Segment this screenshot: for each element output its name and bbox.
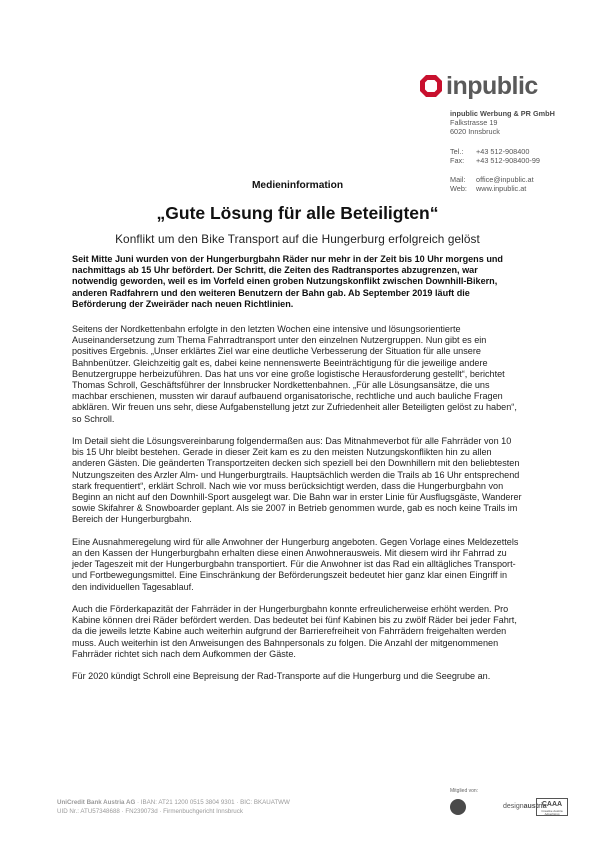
body-paragraph: Eine Ausnahmeregelung wird für alle Anwohner der Hungerburg angeboten. Gegen Vorlage eines Meldezettels an den Kassen der Hungerburgbahn erhalten diese einen Anwohnerausweis. Mit diesem wird ihr Fahrrad zu jeder Tageszeit mit der Hungerburgbahn transportiert. Für die Anwohner ist das Rad ein alltägliches Transport- und Fortbewegungsmittel. Eine Einschränkung der Beförderungszeit bedeutet hier ganz klar einen Eingriff in den individuellen Tagesablauf. [72, 536, 519, 592]
fax-row [450, 156, 555, 165]
designaustria-prefix: design [503, 803, 524, 810]
document-type: Medieninformation [251, 180, 344, 191]
subheadline: Konflikt um den Bike Transport auf die Hungerburg erfolgreich gelöst [115, 232, 480, 246]
body-text [72, 324, 524, 694]
web-link[interactable]: www.inpublic.at [476, 184, 527, 194]
brand-name: inpublic [446, 72, 538, 100]
caaa-text: CAAA [541, 801, 563, 808]
headline: „Gute Lösung für alle Beteiligten“ [156, 203, 439, 223]
body-paragraph: Auch die Förderkapazität der Fahrräder in der Hungerburgbahn konnte erfreulicherweise erhöht werden. Pro Kabine können drei Räder befördert werden. Das bedeutet bei fünf Kabinen bis zu zwölf Räder bei jeder Fahrt, da die jeweils letzte Kabine auch weiterhin aufgrund der Barrierefreiheit von Fahrrädern freigehalten werden muss. Auch weiterhin ist den Anweisungen des Bahnpersonals zu folgen. Die Anzahl der mitgenommenen Fahrräder richtet sich nach dem Aufkommen der Gäste. [72, 604, 517, 659]
association-seal-icon [450, 799, 466, 815]
tel-value: +43 512-908400 [476, 146, 530, 156]
caaa-subtext: Creative Austria Advertising [541, 809, 563, 816]
body-paragraph: Seitens der Nordkettenbahn erfolgte in den letzten Wochen eine intensive und lösungsorientierte Auseinandersetzung zum Thema Fahrradtransport unter den einzelnen Nutzergruppen. Nun gibt es ein positives Ergebnis. „Unser erklärtes Ziel war eine deutliche Verbesserung der Situation für alle unsere Bahnbenützer. Gleichzeitig galt es, dabei keine nennenswerte Beeinträchtigung für die jeweilige andere Benutzergruppe herbeizuführen. Das hat uns vor eine große logistische Herausforderung gestellt“, berichtet Thomas Schroll, Geschäftsführer der Innsbrucker Nordkettenbahnen. „Für alle Lösungsansätze, die uns machbar erschienen, mussten wir darauf aufbauend organisatorische, rechtliche und auch bauliche Fragen abklären. Wir freuen uns sehr, diese Aufgabenstellung jetzt zur Zufriedenheit aller Beteiligten gelöst zu haben“, so Schroll. [72, 324, 517, 424]
city: 6020 Innsbruck [450, 127, 500, 137]
bank-name: UniCredit Bank Austria AG [57, 799, 136, 806]
mail-label: Mail: [450, 175, 466, 185]
tel-label: Tel.: [450, 146, 464, 156]
inpublic-logo-icon [419, 74, 443, 98]
fax-label: Fax: [450, 155, 465, 165]
footer [57, 799, 290, 817]
membership-label: Mitglied von: [450, 788, 479, 794]
web-label: Web: [450, 184, 467, 194]
brand-logo [419, 70, 569, 106]
lead-paragraph: Seit Mitte Juni wurden von der Hungerburgbahn Räder nur mehr in der Zeit bis 10 Uhr morgens und nachmittags ab 15 Uhr befördert. Der Schritt, die Zeiten des Radtransportes abzugrenzen, war notwendig geworden, weil es im Vorfeld einen groben Nutzungskonflikt zwischen Downhill-Bikern, anderen Radfahrern und den weiteren Benutzern der Bahn gab. Ab September 2019 läuft die Beförderung der Zweiräder nach neuen Richtlinien. [72, 254, 503, 309]
designaustria-suffix: austria [523, 803, 547, 810]
footer-legal-line: UID Nr.: ATU57348688 · FN239073d · Firmenbuchgericht Innsbruck [57, 807, 243, 815]
body-paragraph: Im Detail sieht die Lösungsvereinbarung folgendermaßen aus: Das Mitnahmeverbot für alle Fahrräder von 10 bis 15 Uhr bleibt bestehen. Gerade in dieser Zeit kam es zu den meisten Nutzungskonflikten hin zu allen anderen Gästen. Die geänderten Transportzeiten decken sich speziell bei den Downhillern mit den beliebtesten Nutzungszeiten des Arzler Alm- und Hungerburgtrails. Hauptsächlich werden die Trails ab 16 Uhr entsprechend stark frequentiert“, erklärt Schroll. Nach wie vor muss berücksichtigt werden, dass die Hungerburgbahn von Beginn an nicht auf den Downhill-Sport ausgelegt war. Die Bahn war in erster Linie für Ausflugsgäste, Wanderer sowie Skifahrer & Snowboarder geplant. Als sie 2007 in Betrieb genommen wurde, gab es noch keine Trails im Bereich der Hungerburgbahn. [72, 436, 522, 525]
bank-details: · IBAN: AT21 1200 0515 3804 9301 · BIC: BKAUATWW [137, 799, 290, 806]
footer-bank-line [57, 799, 290, 808]
fax-value: +43 512-908400-99 [476, 155, 540, 165]
company-name: inpublic Werbung & PR GmbH [450, 109, 555, 118]
tel-row [450, 147, 555, 156]
body-paragraph: Für 2020 kündigt Schroll eine Bepreisung der Rad-Transporte auf die Hungerburg und die Seegrube an. [72, 671, 491, 682]
street: Falkstrasse 19 [450, 118, 498, 128]
mail-link[interactable]: office@inpublic.at [476, 175, 534, 185]
caaa-logo [536, 798, 568, 816]
